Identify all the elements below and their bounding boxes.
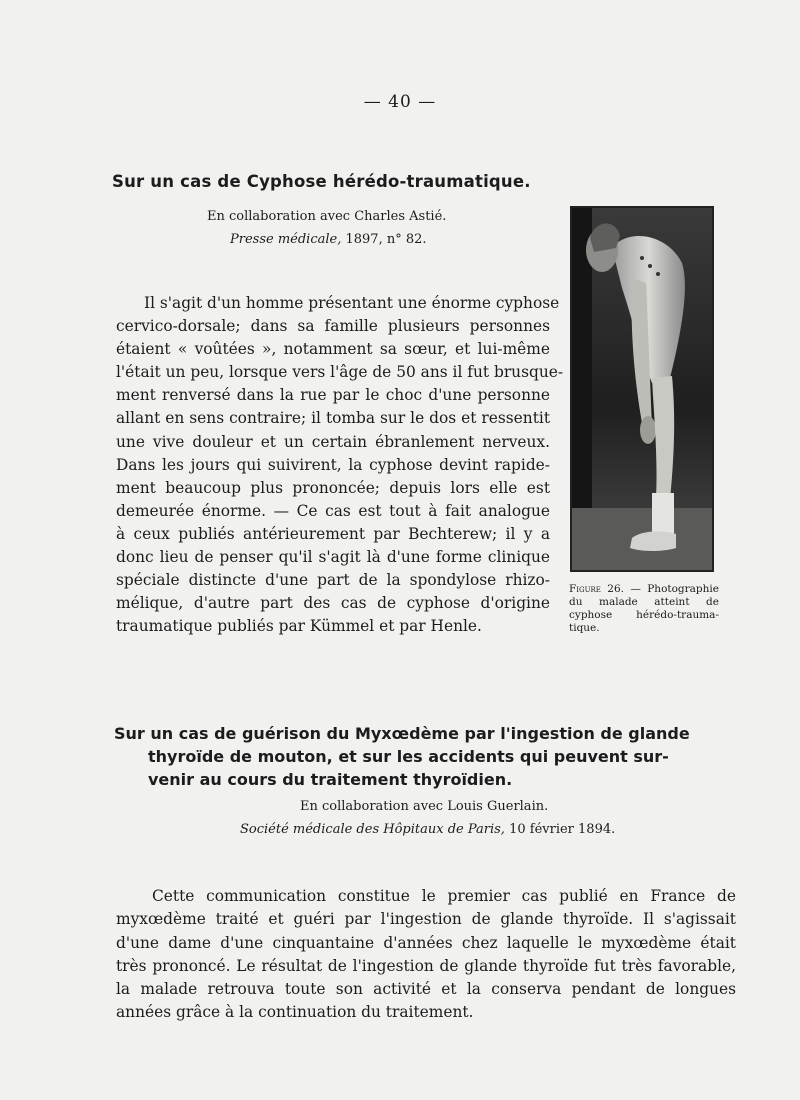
section1-source-ref: 1897, n° 82. (345, 232, 427, 247)
section2-paragraph (116, 885, 736, 1025)
section1-source (230, 232, 427, 247)
patient-photograph (570, 206, 714, 572)
section2-title (114, 722, 734, 791)
paragraph-line: très prononcé. Le résultat de l'ingestion de glande thyroïde fut très favorable, (116, 956, 736, 975)
paragraph-line: étaient « voûtées », notamment sa sœur, et lui-même (116, 340, 550, 359)
figure-caption-text: — Photographie du malade atteint de cyphose hérédo-trauma-tique. (569, 583, 719, 634)
section2-source-ref: 10 février 1894. (509, 822, 616, 837)
figure-label: Figure 26. (569, 583, 624, 595)
paragraph-line: cervico-dorsale; dans sa famille plusieurs personnes (116, 317, 550, 336)
section2-title-line1: Sur un cas de guérison du Myxœdème par l'ingestion de glande (114, 724, 690, 743)
paragraph-line: l'était un peu, lorsque vers l'âge de 50 ans il fut brusque- (116, 363, 564, 382)
section2-title-line2: thyroïde de mouton, et sur les accidents qui peuvent sur- (148, 747, 669, 766)
section2-source-journal: Société médicale des Hôpitaux de Paris, (240, 822, 505, 837)
section1-paragraph (116, 292, 564, 638)
section1-source-journal: Presse médicale, (230, 232, 342, 247)
paragraph-line: traumatique publiés par Kümmel et par Henle. (116, 617, 482, 636)
patient-figure-illustration (572, 208, 712, 570)
paragraph-line: d'une dame d'une cinquantaine d'années chez laquelle le myxœdème était (116, 933, 736, 952)
paragraph-line: mélique, d'autre part des cas de cyphose d'origine (116, 594, 550, 613)
paragraph-line: Cette communication constitue le premier cas publié en France de (152, 887, 736, 905)
section2-collaboration: En collaboration avec Louis Guerlain. (300, 799, 549, 814)
paragraph-line: Il s'agit d'un homme présentant une énorme cyphose (144, 294, 560, 312)
section1-title: Sur un cas de Cyphose hérédo-traumatique. (112, 172, 531, 191)
page-number: — 40 — (363, 92, 437, 112)
paragraph-line: demeurée énorme. — Ce cas est tout à fait analogue (116, 501, 550, 520)
paragraph-line: Dans les jours qui suivirent, la cyphose devint rapide- (116, 455, 550, 474)
section2-title-line3: venir au cours du traitement thyroïdien. (148, 770, 513, 789)
paragraph-line: spéciale distincte d'une part de la spondylose rhizo- (116, 571, 550, 590)
section1-collaboration: En collaboration avec Charles Astié. (207, 209, 447, 224)
paragraph-line: la malade retrouva toute son activité et la conserva pendant de longues (116, 980, 736, 999)
paragraph-line: années grâce à la continuation du traitement. (116, 1003, 474, 1022)
paragraph-line: donc lieu de penser qu'il s'agit là d'une forme clinique (116, 548, 550, 567)
section2-source (240, 822, 615, 837)
paragraph-line: à ceux publiés antérieurement par Bechterew; il y a (116, 524, 550, 543)
paragraph-line: ment renversé dans la rue par le choc d'une personne (116, 386, 550, 405)
figure-caption (569, 583, 719, 635)
paragraph-line: myxœdème traité et guéri par l'ingestion de glande thyroïde. Il s'agissait (116, 910, 736, 929)
paragraph-line: allant en sens contraire; il tomba sur le dos et ressentit (116, 409, 550, 428)
paragraph-line: une vive douleur et un certain ébranlement nerveux. (116, 432, 550, 451)
paragraph-line: ment beaucoup plus prononcée; depuis lors elle est (116, 478, 550, 497)
